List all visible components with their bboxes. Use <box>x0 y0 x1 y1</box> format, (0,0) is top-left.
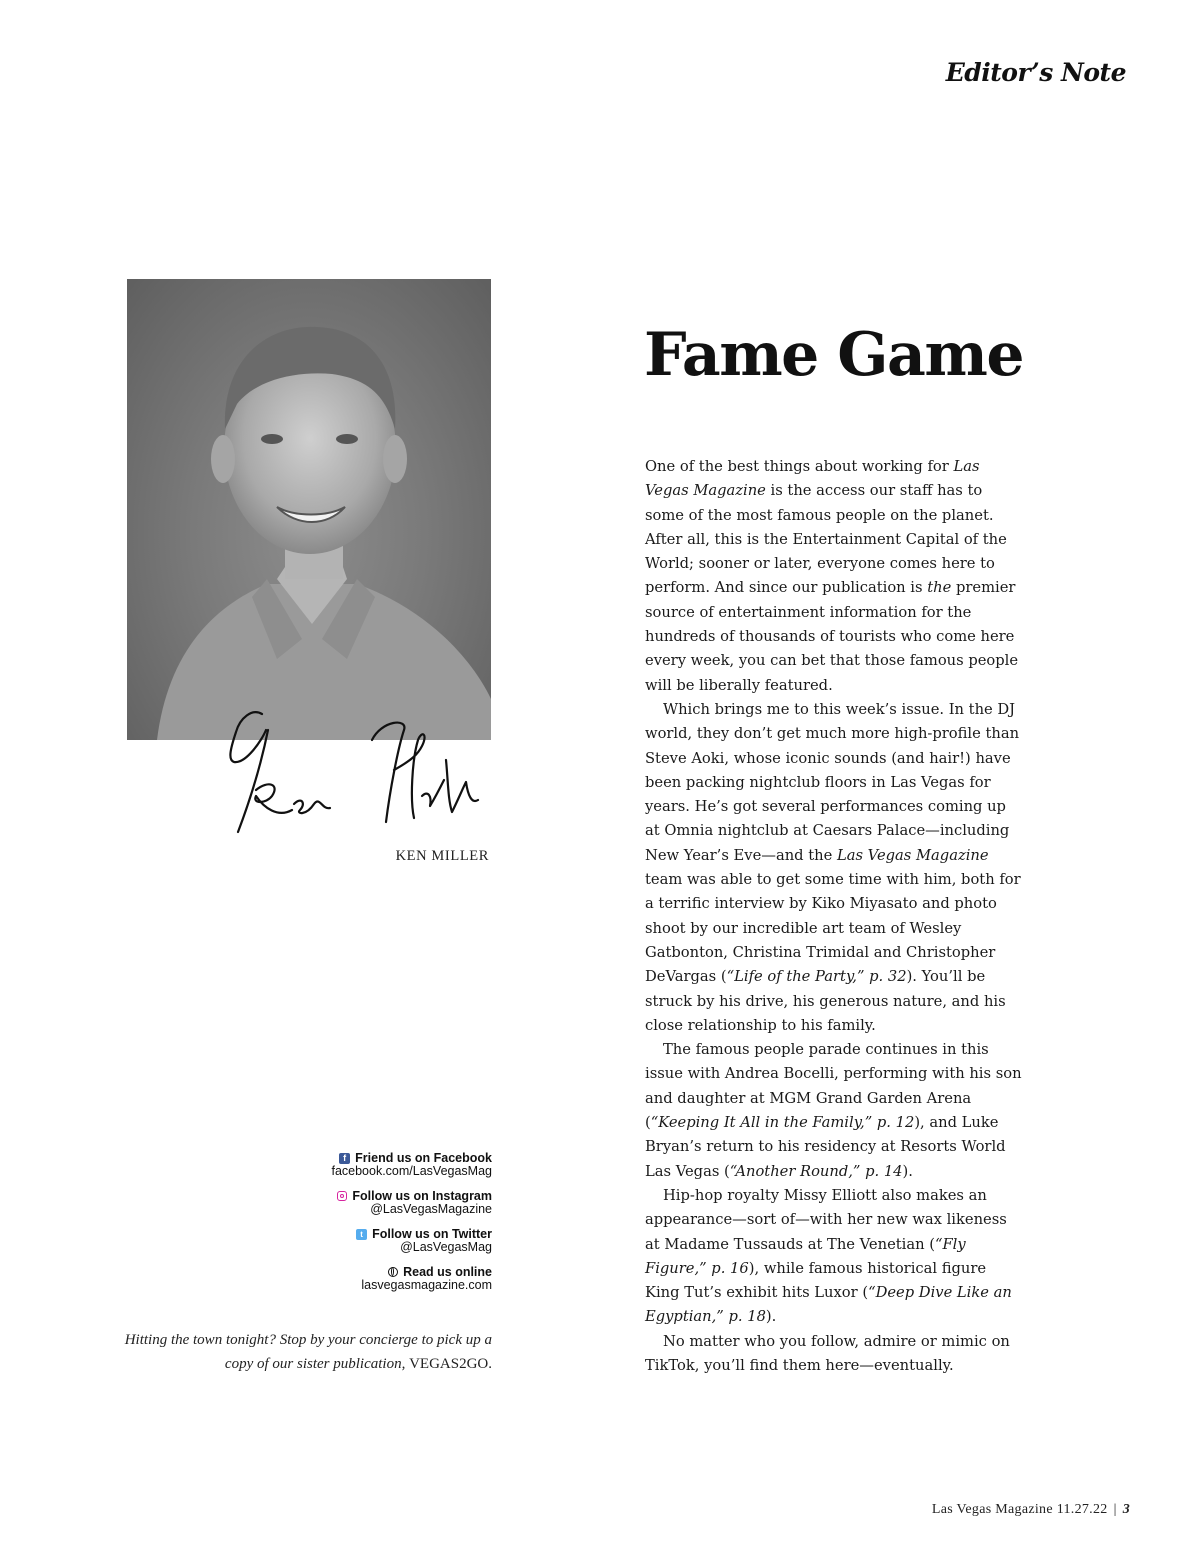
social-label: Friend us on Facebook <box>355 1151 492 1165</box>
signature-image <box>222 700 492 840</box>
social-value: lasvegasmagazine.com <box>361 1278 492 1292</box>
footer-magazine: Las Vegas Magazine <box>931 1502 1053 1517</box>
italic-text: Las Vegas Magazine <box>645 458 980 500</box>
globe-icon <box>388 1267 398 1277</box>
facebook-link[interactable] <box>240 1151 492 1178</box>
promo-text: Hitting the town tonight? Stop by your concierge to pick up a copy of our sister publication, <box>124 1332 492 1372</box>
italic-text: “Fly Figure,” p. 16 <box>645 1235 966 1277</box>
editor-name: KEN MILLER <box>395 848 489 864</box>
social-value: @LasVegasMagazine <box>370 1202 492 1216</box>
italic-text: the <box>927 579 952 597</box>
italic-text: “Life of the Party,” p. 32 <box>726 968 907 986</box>
social-label: Follow us on Instagram <box>352 1189 492 1203</box>
article-paragraph: One of the best things about working for Las Vegas Magazine is the access our staff has to some of the most famous people on the planet. After all, this is the Entertainment Capital of the World; sooner or later, everyone comes here to perform. And since our publication is the premier source of entertainment information for the hundreds of thousands of tourists who come here every week, you can bet that those famous people will be liberally featured. <box>645 458 1019 694</box>
promo-publication: VEGAS2GO. <box>409 1356 492 1372</box>
social-links <box>240 1151 492 1303</box>
facebook-icon: f <box>339 1153 350 1164</box>
article-paragraph: No matter who you follow, admire or mimic on TikTok, you’ll find them here—eventually. <box>645 1332 1010 1374</box>
article-paragraph: Which brings me to this week’s issue. In the DJ world, they don’t get much more high-profile than Steve Aoki, whose iconic sounds (and hair!) have been packing nightclub floors in Las Vegas for years. He’s got several performances coming up at Omnia nightclub at Caesars Palace—including New Year’s Eve—and the Las Vegas Magazine team was able to get some time with him, both for a terrific interview by Kiko Miyasato and photo shoot by our incredible art team of Wesley Gatbonton, Christina Trimidal and Christopher DeVargas (“Life of the Party,” p. 32). You’ll be struck by his drive, his generous nature, and his close relationship to his family. <box>645 700 1021 1034</box>
article-title: Fame Game <box>644 320 1024 390</box>
social-label: Read us online <box>403 1265 492 1279</box>
italic-text: “Deep Dive Like an Egyptian,” p. 18 <box>645 1284 1012 1326</box>
italic-text: “Keeping It All in the Family,” p. 12 <box>650 1114 915 1132</box>
editor-photo <box>127 279 491 740</box>
social-label: Follow us on Twitter <box>372 1227 492 1241</box>
instagram-icon <box>337 1191 347 1201</box>
footer-date: 11.27.22 <box>1056 1502 1108 1517</box>
section-tag: Editor’s Note <box>945 58 1126 87</box>
footer-separator: | <box>1113 1502 1117 1517</box>
sister-publication-note <box>120 1328 492 1376</box>
page-footer <box>932 1502 1130 1518</box>
social-value: @LasVegasMag <box>400 1240 492 1254</box>
page-number: 3 <box>1122 1502 1130 1517</box>
twitter-icon: t <box>356 1229 367 1240</box>
article-body <box>645 455 1023 1378</box>
article-paragraph: The famous people parade continues in this issue with Andrea Bocelli, performing with his son and daughter at MGM Grand Garden Arena (“Keeping It All in the Family,” p. 12), and Luke Bryan’s return to his residency at Resorts World Las Vegas (“Another Round,” p. 14). <box>645 1041 1022 1180</box>
italic-text: “Another Round,” p. 14 <box>729 1162 903 1180</box>
twitter-link[interactable] <box>240 1227 492 1254</box>
instagram-link[interactable] <box>240 1189 492 1216</box>
website-link[interactable] <box>240 1265 492 1292</box>
italic-text: Las Vegas Magazine <box>836 846 989 864</box>
social-value: facebook.com/LasVegasMag <box>331 1164 492 1178</box>
article-paragraph: Hip-hop royalty Missy Elliott also makes an appearance—sort of—with her new wax likeness at Madame Tussauds at The Venetian (“Fly Figure,” p. 16), while famous historical figure King Tut’s exhibit hits Luxor (“Deep Dive Like an Egyptian,” p. 18). <box>645 1186 1012 1326</box>
